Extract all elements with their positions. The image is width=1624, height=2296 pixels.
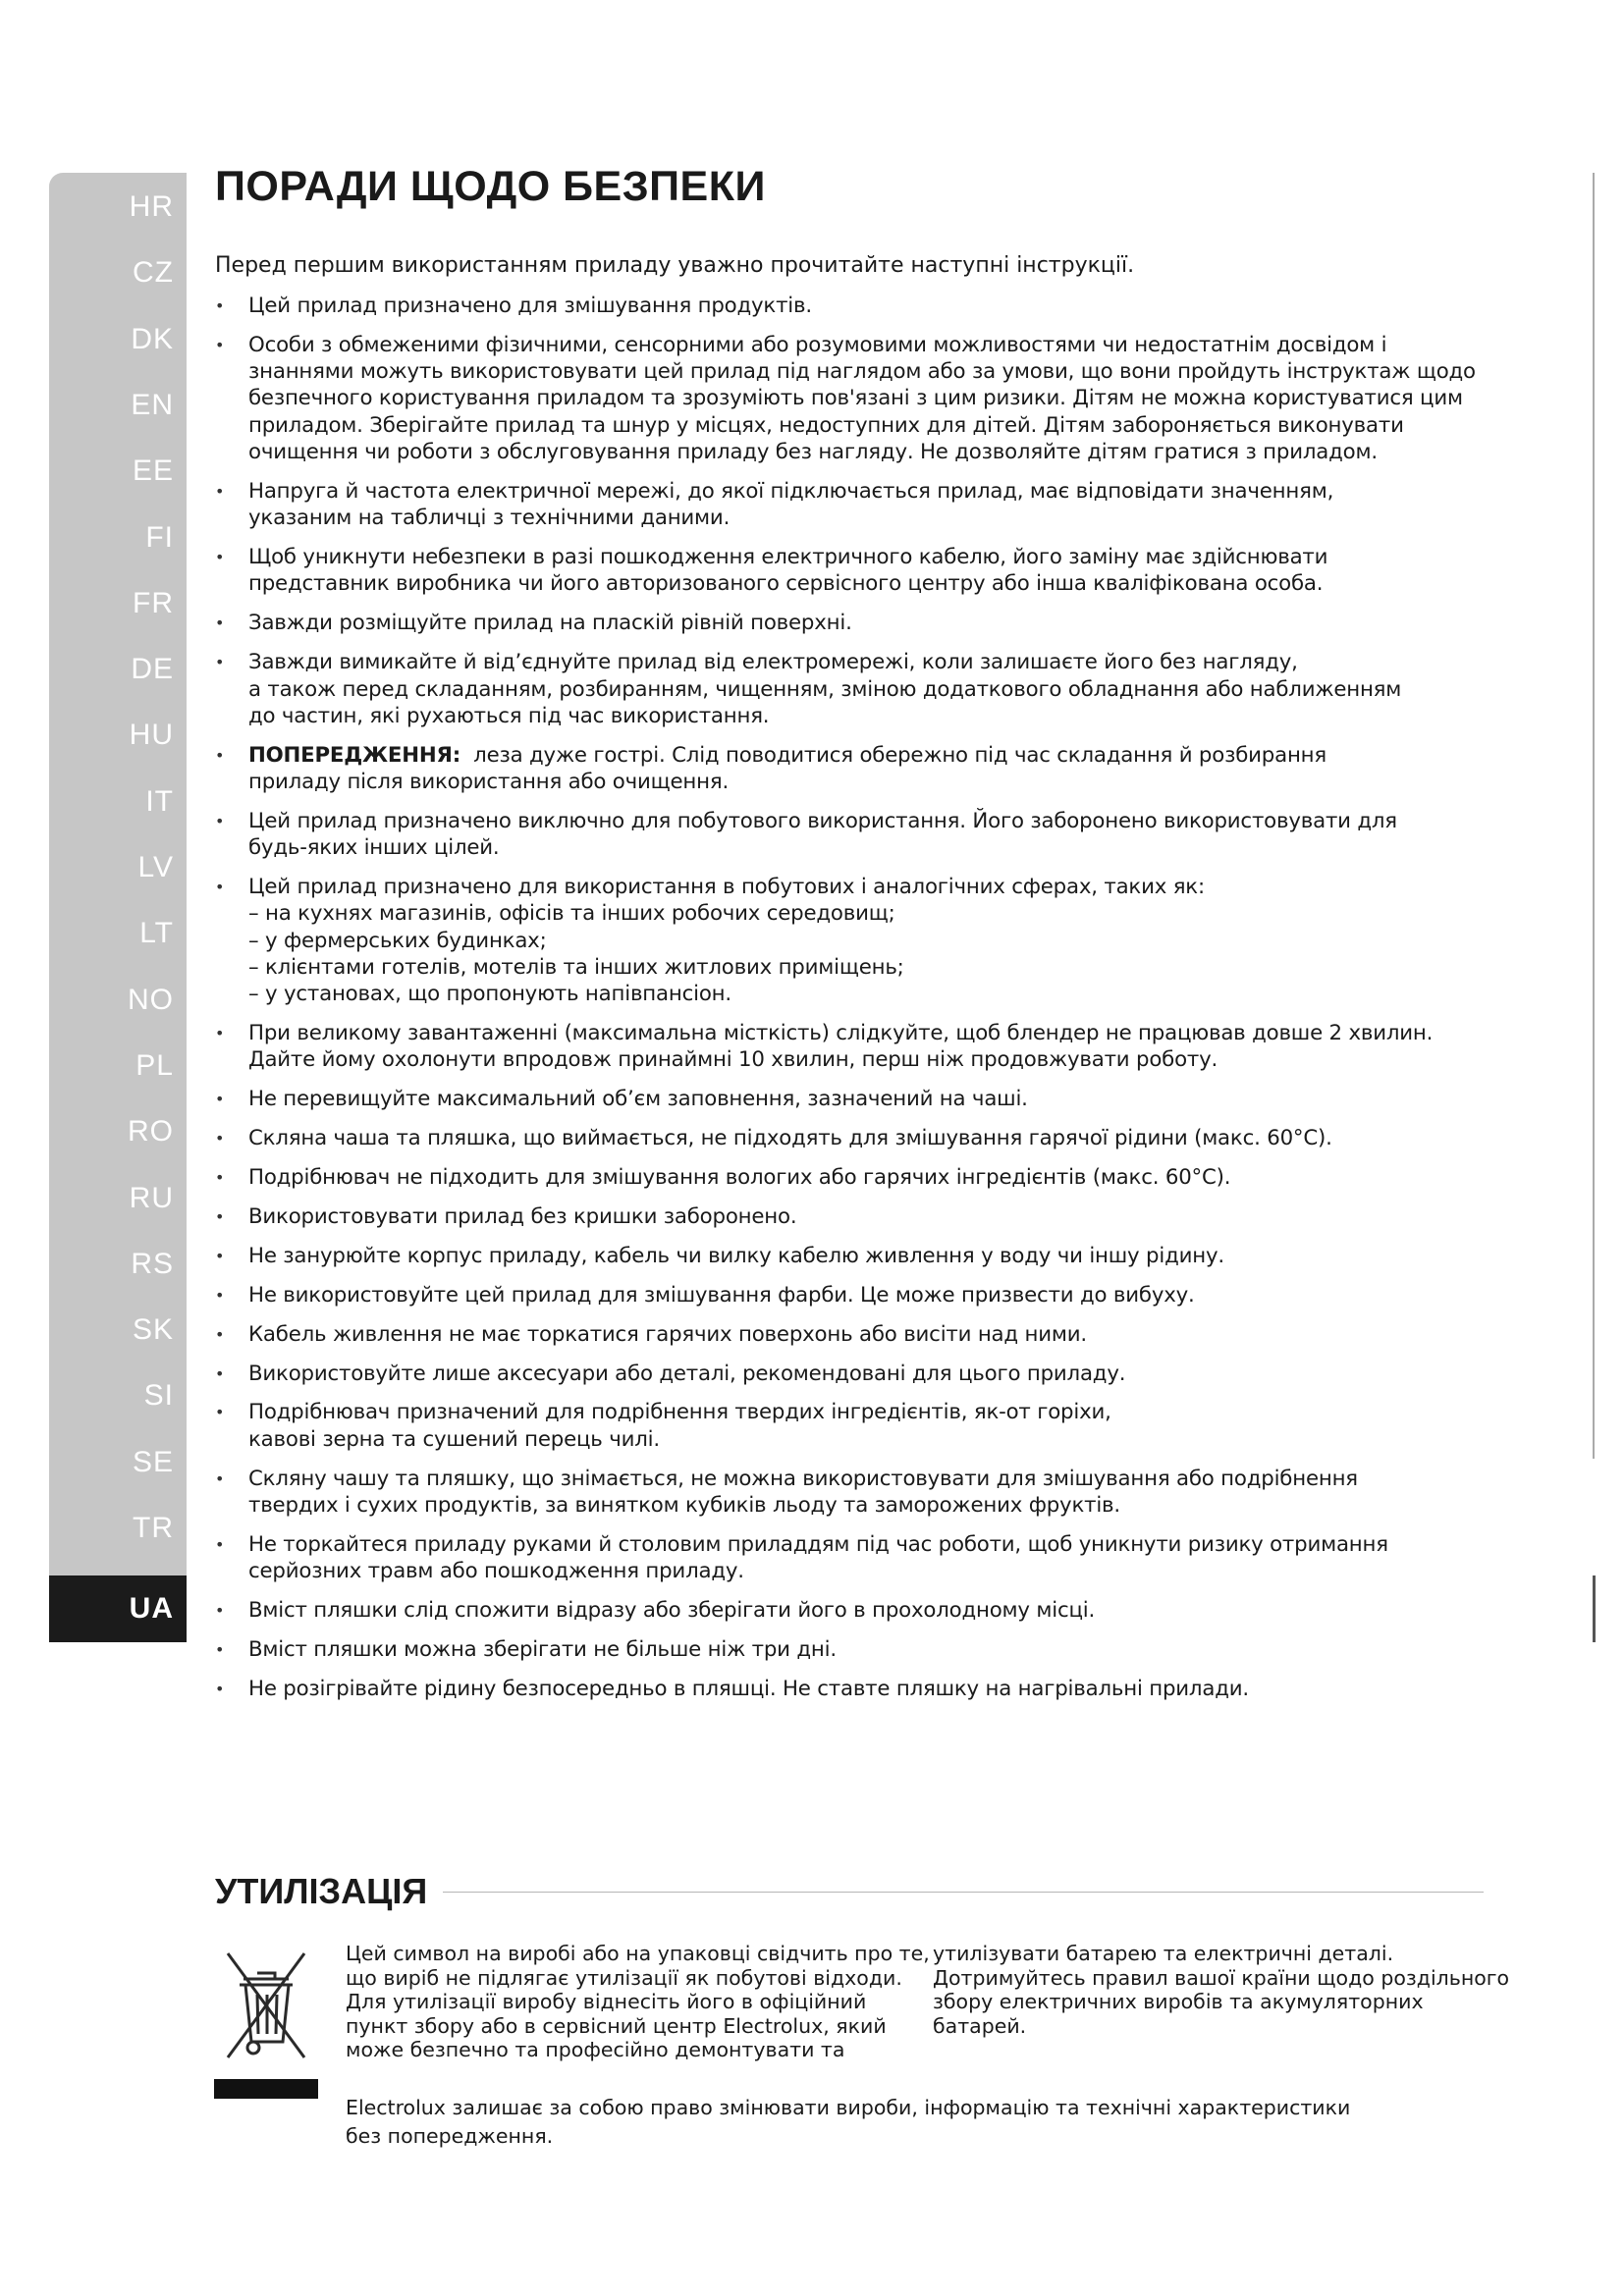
text-line: може безпечно та професійно демонтувати та	[346, 2038, 845, 2061]
safety-item-line: • Вміст пляшки слід спожити відразу або зберігати його в прохолодному місці.	[248, 1598, 1096, 1624]
safety-item-line: • Скляна чаша та пляшка, що виймається, не підходять для змішування гарячої рідини (макс. 60°C).	[248, 1126, 1332, 1151]
safety-item-line: • Подрібнювач призначений для подрібнення твердих інгредієнтів, як-от горіхи,	[248, 1400, 1111, 1425]
safety-item	[215, 544, 1511, 598]
disposal-heading-row	[215, 1867, 1484, 1916]
safety-item-line	[248, 742, 1511, 769]
safety-item-line: • Вміст пляшки можна зберігати не більше ніж три дні.	[248, 1636, 837, 1662]
safety-item	[215, 808, 1511, 862]
language-tab-cz[interactable]: CZ	[133, 256, 174, 290]
language-tab-hr[interactable]: HR	[129, 190, 174, 223]
safety-item	[215, 1399, 1511, 1453]
text-line: Дотримуйтесь правил вашої країни щодо роздільного	[933, 1965, 1510, 1990]
safety-item	[215, 610, 1511, 636]
safety-item	[215, 478, 1511, 532]
safety-item	[215, 293, 1511, 319]
safety-item-line: • Подрібнювач не підходить для змішування вологих або гарячих інгредієнтів (макс. 60°C).	[248, 1165, 1231, 1191]
safety-item-line: • Не розігрівайте рідину безпосередньо в пляшці. Не ставте пляшку на нагрівальні прилади.	[248, 1676, 1249, 1701]
safety-item	[215, 742, 1511, 796]
safety-item-line: • Не перевищуйте максимальний об’єм заповнення, зазначений на чаші.	[248, 1087, 1028, 1112]
language-tab-bar	[49, 173, 187, 1640]
safety-item-line: очищення чи роботи з обслуговування приладу без нагляду. Не дозволяйте дітям гратися з приладом.	[248, 440, 1378, 465]
language-tab-rs[interactable]: RS	[131, 1247, 174, 1280]
safety-item-line: • Не занурюйте корпус приладу, кабель чи вилку кабелю живлення у воду чи іншу рідину.	[248, 1243, 1224, 1268]
safety-item-line: серйозних травм або пошкодження приладу.	[248, 1559, 744, 1584]
safety-item-line: • Завжди вимикайте й від’єднуйте прилад від електромережі, коли залишаєте його без нагляду,	[248, 650, 1298, 675]
safety-item-line: представник виробника чи його авторизованого сервісного центру або інша кваліфікована особа.	[248, 571, 1324, 597]
language-tab-en[interactable]: EN	[131, 388, 174, 421]
safety-item	[215, 1676, 1511, 1702]
safety-item	[215, 1531, 1511, 1585]
language-tab-ee[interactable]: EE	[132, 454, 174, 488]
edge-mark	[1593, 173, 1595, 1459]
safety-item-line: будь-яких інших цілей.	[248, 835, 500, 861]
safety-item-line: приладом. Зберігайте прилад та шнур у місцях, недоступних для дітей. Дітям забороняється виконувати	[248, 412, 1404, 438]
safety-item-line: • Кабель живлення не має торкатися гарячих поверхонь або висіти над ними.	[248, 1321, 1087, 1347]
language-tab-sk[interactable]: SK	[132, 1313, 174, 1347]
safety-item	[215, 1020, 1511, 1074]
edge-mark-active	[1593, 1575, 1596, 1642]
language-tab-hu[interactable]: HU	[129, 719, 174, 752]
warning-label: ПОПЕРЕДЖЕННЯ:	[248, 742, 461, 768]
disposal-text-column-1	[346, 1942, 930, 2062]
language-tab-fi[interactable]: FI	[145, 520, 174, 554]
disposal-text-column-2	[933, 1942, 1510, 2038]
text-line: Цей символ на виробі або на упаковці свідчить про те,	[346, 1942, 930, 1965]
safety-item-line: знаннями можуть використовувати цей прилад під наглядом або за умови, що вони пройдуть інструктаж щодо	[248, 359, 1476, 385]
text-line: пункт збору або в сервісний центр Electrolux, який	[346, 2013, 887, 2038]
page-title: ПОРАДИ ЩОДО БЕЗПЕКИ	[215, 163, 766, 210]
safety-item	[215, 649, 1511, 729]
safety-item-line: безпечного користування приладом та зрозуміють пов'язані з цим ризики. Дітям не можна користуватися цим	[248, 386, 1463, 411]
language-tab-ua[interactable]: UA	[49, 1575, 187, 1642]
safety-item	[215, 1361, 1511, 1387]
safety-item	[215, 1125, 1511, 1151]
text-line: Для утилізації виробу віднесіть його в офіційний	[346, 1990, 867, 2013]
language-tab-lt[interactable]: LT	[139, 917, 174, 950]
warning-text: леза дуже гострі. Слід поводитися обережно під час складання й розбирання	[460, 742, 1327, 768]
language-tab-no[interactable]: NO	[128, 983, 174, 1016]
safety-item-line: – клієнтами готелів, мотелів та інших житлових приміщень;	[248, 954, 904, 980]
divider	[443, 1892, 1484, 1893]
intro-text: Перед першим використанням приладу уважно прочитайте наступні інструкції.	[215, 253, 1135, 278]
text-line: Electrolux залишає за собою право змінювати вироби, інформацію та технічні характеристики	[346, 2096, 1351, 2119]
text-line: батарей.	[933, 2013, 1027, 2038]
safety-item-line: • Цей прилад призначено для змішування продуктів.	[248, 294, 812, 318]
safety-item-line: твердих і сухих продуктів, за винятком кубиків льоду та заморожених фруктів.	[248, 1492, 1120, 1518]
language-tab-tr[interactable]: TR	[133, 1512, 174, 1544]
language-tab-pl[interactable]: PL	[135, 1048, 174, 1082]
crossed-out-wheelie-bin-icon	[214, 1940, 318, 2099]
safety-item-line: а також перед складанням, розбиранням, чищенням, зміною додаткового обладнання або наближенням	[248, 676, 1402, 702]
language-tab-ru[interactable]: RU	[129, 1181, 174, 1214]
safety-item	[215, 1086, 1511, 1112]
language-tab-si[interactable]: SI	[143, 1379, 174, 1413]
safety-item-line: • Завжди розміщуйте прилад на пласкій рівній поверхні.	[248, 611, 852, 636]
safety-item	[215, 874, 1511, 1007]
safety-item	[215, 332, 1511, 465]
safety-item	[215, 1636, 1511, 1663]
disposal-title: УТИЛІЗАЦІЯ	[215, 1871, 428, 1911]
safety-item-line: • Особи з обмеженими фізичними, сенсорними або розумовими можливостями чи недостатнім досвідом і	[248, 332, 1387, 357]
text-line: утилізувати батарею та електричні деталі.	[933, 1942, 1394, 1965]
safety-list	[215, 293, 1511, 1715]
safety-item-line: • Не торкайтеся приладу руками й столовим приладдям під час роботи, щоб уникнути ризику отримання	[248, 1531, 1388, 1557]
text-line: збору електричних виробів та акумуляторних	[933, 1990, 1424, 2013]
language-tab-lv[interactable]: LV	[137, 851, 174, 883]
safety-item	[215, 1243, 1511, 1269]
text-line: без попередження.	[346, 2124, 554, 2148]
safety-item-line: • Скляну чашу та пляшку, що знімається, не можна використовувати для змішування або подрібнення	[248, 1466, 1358, 1491]
safety-item	[215, 1164, 1511, 1191]
language-tab-ro[interactable]: RO	[128, 1115, 174, 1148]
language-tab-dk[interactable]: DK	[131, 322, 174, 355]
safety-item-line: • При великому завантаженні (максимальна місткість) слідкуйте, щоб блендер не працював довше 2 хвилин.	[248, 1021, 1434, 1046]
text-line: що виріб не підлягає утилізації як побутові відходи.	[346, 1965, 902, 1990]
language-tab-de[interactable]: DE	[131, 653, 174, 686]
language-tab-it[interactable]: IT	[145, 784, 174, 818]
safety-item	[215, 1203, 1511, 1230]
safety-item-line: • Цей прилад призначено для використання в побутових і аналогічних сферах, таких як:	[248, 875, 1205, 900]
safety-item-line: • Цей прилад призначено виключно для побутового використання. Його заборонено використовувати для	[248, 808, 1397, 833]
safety-item-line: кавові зерна та сушений перець чилі.	[248, 1426, 660, 1452]
language-tab-se[interactable]: SE	[132, 1445, 174, 1478]
safety-item-line: – у установах, що пропонують напівпансіон.	[248, 982, 731, 1007]
safety-item-line: • Використовувати прилад без кришки заборонено.	[248, 1204, 797, 1230]
safety-item	[215, 1597, 1511, 1624]
safety-item-line: – на кухнях магазинів, офісів та інших робочих середовищ;	[248, 901, 895, 927]
safety-item-line: • Використовуйте лише аксесуари або деталі, рекомендовані для цього приладу.	[248, 1361, 1126, 1386]
safety-item	[215, 1321, 1511, 1348]
safety-item-line: • Щоб уникнути небезпеки в разі пошкодження електричного кабелю, його заміну має здійснювати	[248, 545, 1328, 570]
safety-item-line: • Напруга й частота електричної мережі, до якої підключається прилад, має відповідати значенням,	[248, 478, 1334, 504]
safety-item-line: указаним на табличці з технічними даними.	[248, 506, 731, 531]
safety-item	[215, 1282, 1511, 1308]
language-tab-fr[interactable]: FR	[133, 586, 174, 619]
safety-item-line: • Не використовуйте цей прилад для змішування фарби. Це може призвести до вибуху.	[248, 1282, 1195, 1308]
disclaimer-text	[346, 2094, 1475, 2151]
safety-item-line: Дайте йому охолонути впродовж принаймні 10 хвилин, перш ніж продовжувати роботу.	[248, 1047, 1218, 1073]
safety-item-line: до частин, які рухаються під час використання.	[248, 703, 770, 728]
safety-item-line: – у фермерських будинках;	[248, 928, 547, 953]
safety-item-line: приладу після використання або очищення.	[248, 770, 730, 795]
safety-item	[215, 1466, 1511, 1520]
